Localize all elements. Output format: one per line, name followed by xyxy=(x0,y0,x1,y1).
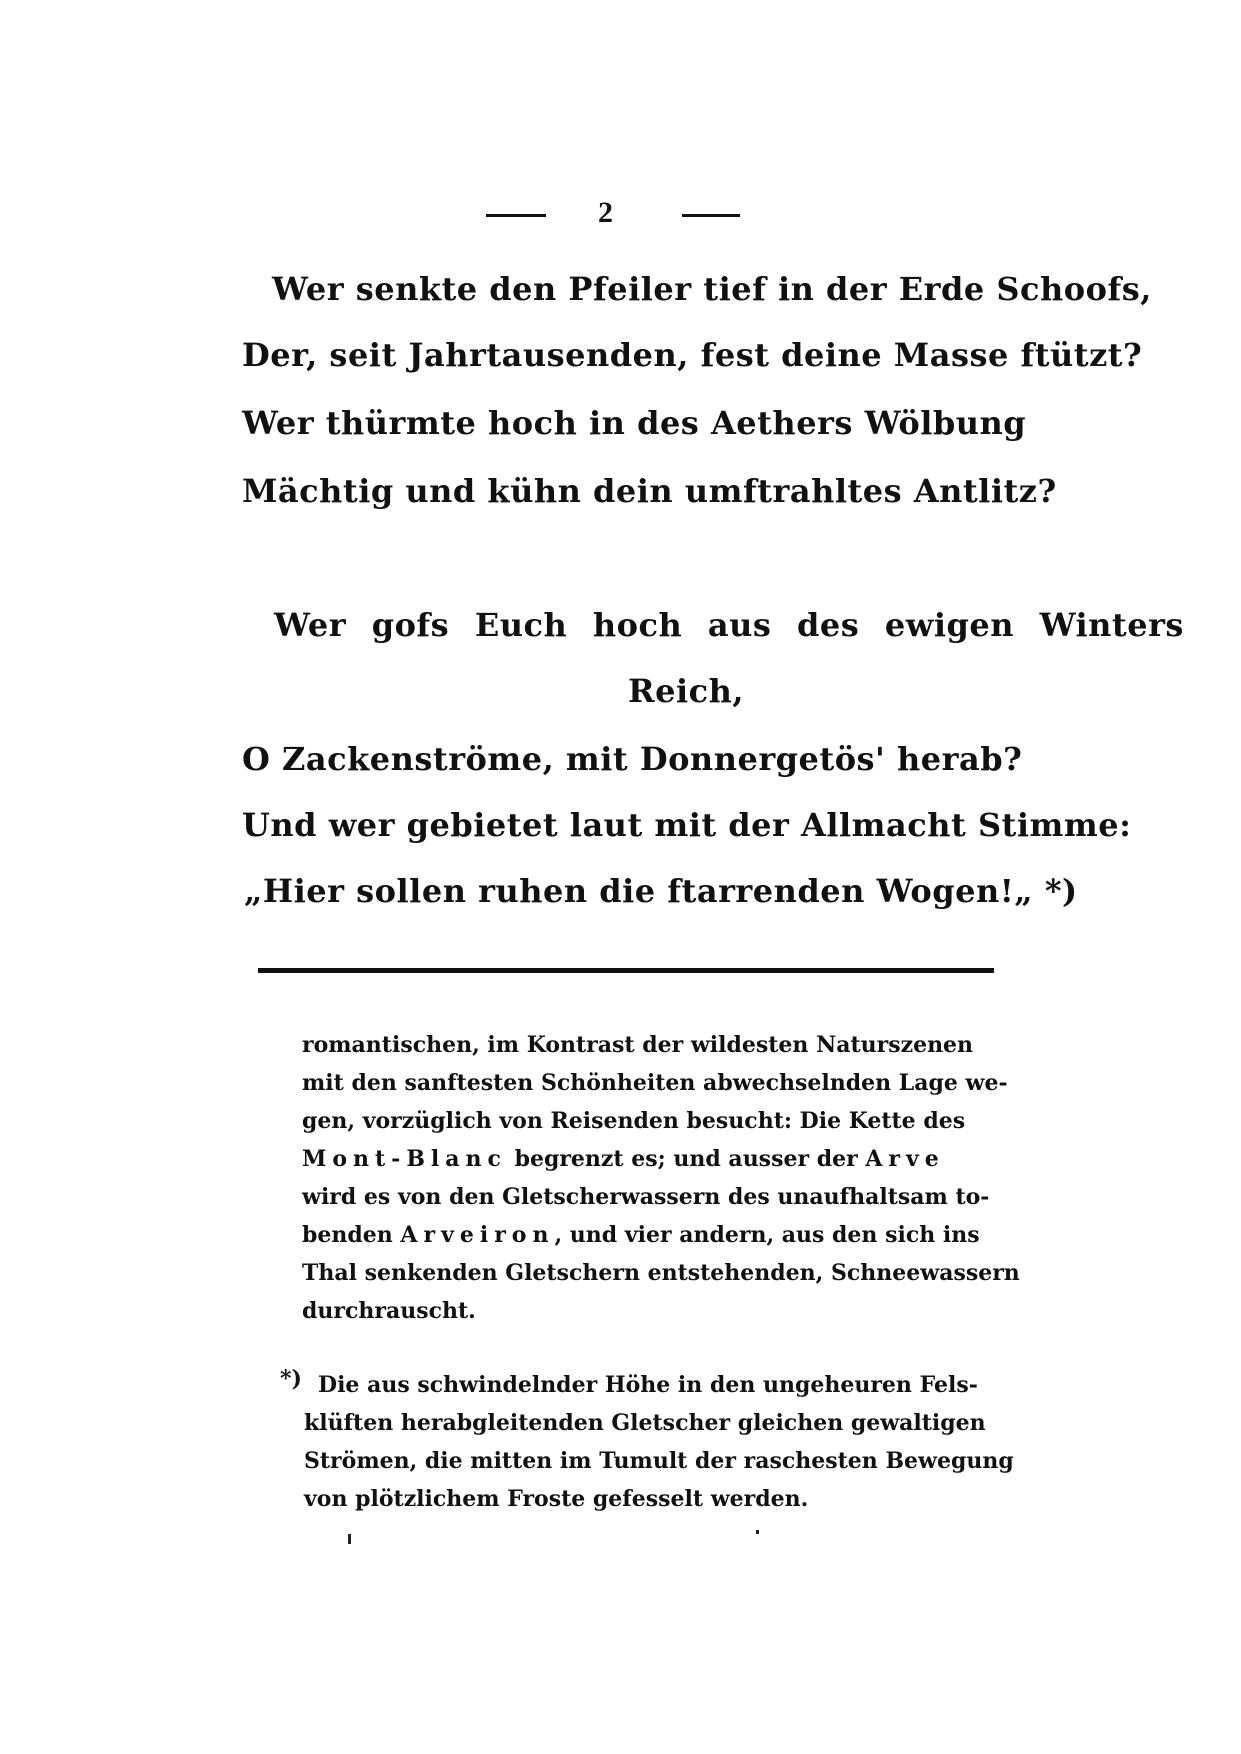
footnote-marker: *) xyxy=(280,1366,302,1392)
verse-line-2: Der, seit Jahrtausenden, fest deine Masse ftützt? xyxy=(242,336,1143,374)
verse-line-9: „Hier sollen ruhen die ftarrenden Wogen!„ *) xyxy=(244,872,1078,910)
spaced-term-arve: Arve xyxy=(865,1146,945,1172)
spaced-term-arveiron: Arveiron xyxy=(400,1222,555,1248)
footnote-line: romantischen, im Kontrast der wildesten Naturszenen xyxy=(302,1032,974,1058)
verse-line-6: Reich, xyxy=(628,672,744,710)
footnote-text: benden xyxy=(302,1222,401,1248)
page-number: 2 xyxy=(598,196,613,229)
footnote-text: begrenzt es; und ausser der xyxy=(506,1146,866,1172)
header-rule-right xyxy=(682,214,740,217)
spaced-term-mont-blanc: Mont-Blanc xyxy=(302,1146,507,1172)
footnote-line: klüften herabgleitenden Gletscher gleichen gewaltigen xyxy=(304,1410,986,1436)
print-speck xyxy=(348,1534,351,1544)
footnote-line: Thal senkenden Gletschern entstehenden, Schneewassern xyxy=(302,1260,1020,1286)
footnote-continued xyxy=(302,1026,1020,1330)
verse-line-8: Und wer gebietet laut mit der Allmacht Stimme: xyxy=(242,806,1132,844)
footnote-text: , und vier andern, aus den sich ins xyxy=(554,1222,980,1248)
footnote-line: Die aus schwindelnder Höhe in den ungeheuren Fels- xyxy=(318,1372,978,1398)
print-speck xyxy=(756,1530,759,1534)
footnote-line: gen, vorzüglich von Reisenden besucht: Die Kette des xyxy=(302,1108,966,1134)
verse-line-7: O Zackenströme, mit Donnergetös' herab? xyxy=(242,740,1023,778)
footnote-line xyxy=(302,1140,1002,1178)
footnote-line xyxy=(302,1216,1002,1254)
verse-line-1: Wer senkte den Pfeiler tief in der Erde Schoofs, xyxy=(272,270,1152,308)
footnote-line: wird es von den Gletscherwassern des unaufhaltsam to- xyxy=(302,1184,990,1210)
footnote-line: mit den sanftesten Schönheiten abwechselnden Lage we- xyxy=(302,1070,1008,1096)
page-header xyxy=(0,196,1241,236)
verse-line-4: Mächtig und kühn dein umftrahltes Antlitz? xyxy=(242,472,1057,510)
verse-line-5: Wer gofs Euch hoch aus des ewigen Winters xyxy=(274,606,1184,644)
footnote-line: von plötzlichem Froste gefesselt werden. xyxy=(304,1486,809,1512)
footnote-star xyxy=(304,1366,1014,1518)
footnote-line: durchrauscht. xyxy=(302,1298,476,1324)
footnote-line: Strömen, die mitten im Tumult der raschesten Bewegung xyxy=(304,1448,1014,1474)
verse-line-3: Wer thürmte hoch in des Aethers Wölbung xyxy=(242,404,1027,442)
header-rule-left xyxy=(486,214,546,217)
footnote-separator xyxy=(258,968,994,973)
